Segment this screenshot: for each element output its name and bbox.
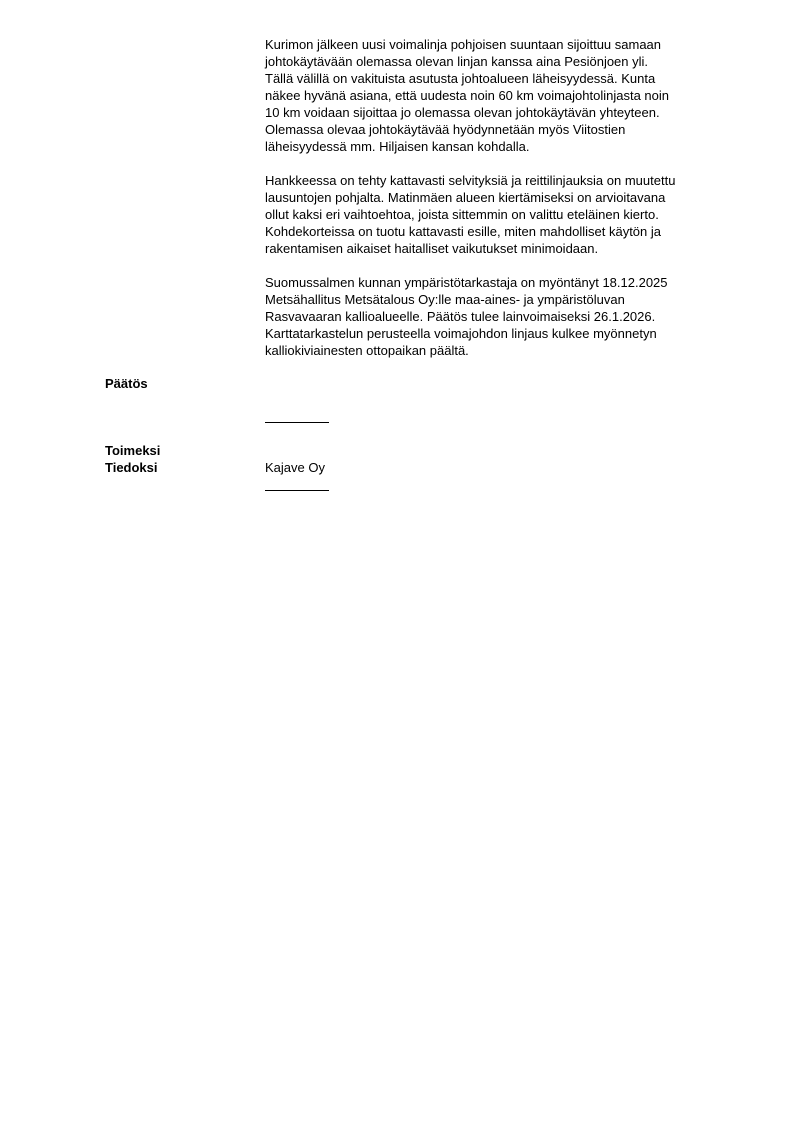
paragraph-1 bbox=[265, 36, 735, 155]
text-line: johtokäytävään olemassa olevan linjan kanssa aina Pesiönjoen yli. bbox=[265, 54, 649, 69]
text-line: Kohdekorteissa on tuotu kattavasti esille, miten mahdolliset käytön ja bbox=[265, 224, 661, 239]
text-line: näkee hyvänä asiana, että uudesta noin 60 km voimajohtolinjasta noin bbox=[265, 88, 669, 103]
paragraph-2 bbox=[265, 172, 735, 257]
tiedoksi-recipient: Kajave Oy bbox=[265, 460, 325, 475]
text-line: Olemassa olevaa johtokäytävää hyödynnetään myös Viitostien bbox=[265, 122, 626, 137]
tiedoksi-label: Tiedoksi bbox=[105, 460, 158, 475]
statement-body bbox=[265, 36, 735, 376]
text-line: Karttatarkastelun perusteella voimajohdon linjaus kulkee myönnetyn bbox=[265, 326, 657, 341]
paragraph-3 bbox=[265, 274, 735, 359]
text-line: ollut kaksi eri vaihtoehtoa, joista sittemmin on valittu eteläinen kierto. bbox=[265, 207, 659, 222]
text-line: rakentamisen aikaiset haitalliset vaikutukset minimoidaan. bbox=[265, 241, 599, 256]
text-line: Rasvavaaran kallioalueelle. Päätös tulee lainvoimaiseksi 26.1.2026. bbox=[265, 309, 656, 324]
text-line: kalliokiviainesten ottopaikan päältä. bbox=[265, 343, 469, 358]
toimeksi-label: Toimeksi bbox=[105, 443, 161, 458]
text-line: Tällä välillä on vakituista asutusta johtoalueen läheisyydessä. Kunta bbox=[265, 71, 656, 86]
text-line: läheisyydessä mm. Hiljaisen kansan kohdalla. bbox=[265, 139, 530, 154]
decision-label: Päätös bbox=[105, 376, 148, 391]
text-line: Hankkeessa on tehty kattavasti selvityksiä ja reittilinjauksia on muutettu bbox=[265, 173, 676, 188]
text-line: lausuntojen pohjalta. Matinmäen alueen kiertämiseksi on arvioitavana bbox=[265, 190, 666, 205]
text-line: Suomussalmen kunnan ympäristötarkastaja on myöntänyt 18.12.2025 bbox=[265, 275, 668, 290]
text-line: Kurimon jälkeen uusi voimalinja pohjoisen suuntaan sijoittuu samaan bbox=[265, 37, 662, 52]
distribution-separator bbox=[265, 490, 329, 491]
text-line: 10 km voidaan sijoittaa jo olemassa olevan johtokäytävän yhteyteen. bbox=[265, 105, 660, 120]
decision-separator bbox=[265, 422, 329, 423]
text-line: Metsähallitus Metsätalous Oy:lle maa-aines- ja ympäristöluvan bbox=[265, 292, 625, 307]
